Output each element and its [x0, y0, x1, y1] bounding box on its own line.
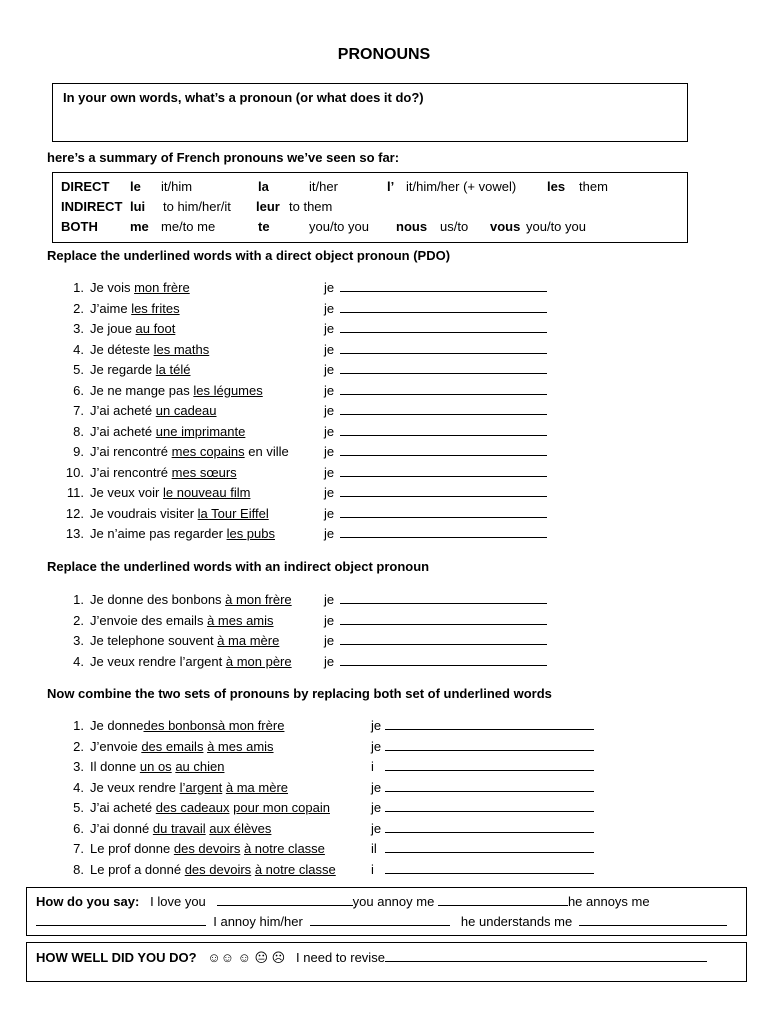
answer	[371, 739, 594, 754]
underlined-words: à mon frère	[217, 718, 285, 733]
meaning-leur: to them	[289, 199, 333, 214]
answer-prefix: je	[371, 800, 382, 815]
answer-line[interactable]	[385, 739, 594, 751]
answer-line[interactable]	[340, 280, 547, 292]
pronoun-leur: leur	[256, 199, 280, 214]
answer-prefix: je	[324, 526, 335, 541]
answer	[324, 362, 547, 377]
indirect-label: INDIRECT	[61, 199, 123, 214]
how-do-you-say-box	[26, 887, 747, 936]
item-number: 7.	[73, 841, 84, 856]
item-number: 2.	[73, 738, 84, 754]
answer	[371, 841, 594, 856]
answer	[371, 759, 594, 774]
underlined-words: à ma mère	[217, 633, 280, 648]
sentence-text: Je veux rendre	[90, 779, 180, 795]
sentence-text: J’ai acheté	[90, 423, 156, 439]
answer-line[interactable]	[340, 526, 547, 538]
sentence-text: Je joue	[90, 321, 136, 336]
answer-prefix: je	[324, 464, 335, 480]
answer-prefix: i	[371, 759, 374, 774]
answer-prefix: je	[371, 820, 382, 836]
item-number: 11.	[66, 485, 84, 500]
answer-prefix: je	[324, 300, 335, 316]
exercise-item	[62, 465, 237, 480]
answer-line[interactable]	[385, 800, 594, 812]
underlined-words: un os	[139, 759, 172, 774]
answer	[324, 321, 547, 336]
sentence-text: Je donne	[90, 718, 144, 733]
item-number: 3.	[73, 759, 84, 774]
answer-line[interactable]	[340, 321, 547, 333]
exercise-item	[62, 321, 175, 336]
answer-prefix: je	[324, 505, 335, 521]
answer-line[interactable]	[340, 444, 547, 456]
underlined-words: à notre classe	[243, 841, 325, 856]
pronoun-les: les	[547, 179, 566, 194]
exercise-item	[62, 444, 289, 459]
underlined-words: des devoirs	[184, 861, 252, 877]
exercise-item	[62, 485, 250, 500]
item-number: 5.	[73, 362, 84, 377]
answer	[324, 465, 547, 480]
underlined-words: des emails	[141, 738, 204, 754]
underlined-words: les maths	[153, 341, 210, 357]
sentence-text: Je ne mange pas	[90, 382, 194, 398]
item-number: 5.	[73, 800, 84, 815]
answer-line[interactable]	[340, 592, 547, 604]
underlined-words: des cadeaux	[155, 800, 230, 815]
answer	[371, 718, 594, 733]
exercise-item	[62, 718, 284, 733]
pronoun-l: l’	[387, 179, 395, 194]
exercise-item	[62, 383, 263, 398]
answer-prefix: je	[371, 779, 382, 795]
answer	[371, 800, 594, 815]
item-number: 3.	[73, 321, 84, 336]
answer	[324, 592, 547, 607]
answer	[371, 780, 594, 795]
meaning-vous: you/to you	[526, 219, 586, 234]
exercise-item	[62, 654, 292, 669]
section2-heading: Replace the underlined words with an indirect object pronoun	[47, 559, 430, 574]
answer	[324, 383, 547, 398]
answer-line[interactable]	[340, 362, 547, 374]
answer-line[interactable]	[340, 403, 547, 415]
sentence-text: J’envoie des emails	[90, 612, 208, 628]
answer	[324, 485, 547, 500]
exercise-item	[62, 759, 224, 774]
meaning-nous: us/to	[440, 219, 469, 234]
exercise-item	[62, 821, 271, 836]
revise-label: I need to revise	[296, 950, 385, 965]
answer-prefix: i	[371, 861, 374, 877]
answer	[324, 444, 547, 459]
exercise-item	[62, 780, 288, 795]
item-number: 6.	[73, 382, 84, 398]
answer-prefix: je	[324, 485, 335, 500]
meaning-l: it/him/her (+ vowel)	[406, 179, 517, 194]
exercise-item	[62, 613, 274, 628]
sentence-text: Je déteste	[90, 341, 154, 357]
section3-heading: Now combine the two sets of pronouns by replacing both set of underlined words	[47, 686, 552, 701]
answer-prefix: je	[324, 362, 335, 377]
exercise-item	[62, 342, 209, 357]
exercise-item	[62, 403, 217, 418]
sentence-text: Je telephone souvent	[90, 633, 218, 648]
sentence-text: Le prof donne	[90, 841, 174, 856]
sentence-text: Le prof a donné	[90, 861, 185, 877]
sentence-text: Je veux voir	[90, 485, 163, 500]
underlined-words: un cadeau	[155, 403, 217, 418]
answer-prefix: je	[324, 444, 335, 459]
answer-line[interactable]	[340, 465, 547, 477]
sentence-text: J’ai acheté	[90, 800, 156, 815]
meaning-lui: to him/her/it	[163, 199, 231, 214]
smiley-faces-icon[interactable]: ☺☺ ☺ 😐 ☹	[207, 950, 286, 965]
exercise-item	[62, 506, 269, 521]
answer	[324, 654, 547, 669]
sentence-text: Il donne	[90, 759, 140, 774]
answer-line[interactable]	[340, 301, 547, 313]
item-number: 8.	[73, 861, 84, 877]
answer-prefix: je	[324, 341, 335, 357]
how-well-box	[26, 942, 747, 982]
item-number: 9.	[73, 444, 84, 459]
answer-line[interactable]	[385, 780, 594, 792]
pronoun-le: le	[130, 179, 141, 194]
how-say-row2	[36, 914, 727, 929]
item-number: 7.	[73, 403, 84, 418]
answer	[324, 613, 547, 628]
underlined-words: à mes amis	[207, 738, 274, 754]
exercise-item	[62, 739, 274, 754]
item-number: 4.	[73, 653, 84, 669]
answer-prefix: je	[324, 633, 335, 648]
sentence-text: J’aime	[90, 300, 132, 316]
summary-table	[52, 172, 688, 243]
meaning-le: it/him	[161, 179, 193, 194]
underlined-words: des bonbons	[143, 718, 218, 733]
exercise-item	[62, 841, 325, 856]
answer-line[interactable]	[385, 950, 707, 962]
how-say-row1	[36, 894, 650, 909]
answer-line[interactable]	[340, 633, 547, 645]
underlined-words: les pubs	[226, 526, 275, 541]
sentence-text: Je n’aime pas regarder	[90, 526, 227, 541]
both-label: BOTH	[61, 219, 98, 234]
answer-prefix: je	[324, 321, 335, 336]
underlined-words: des devoirs	[173, 841, 241, 856]
underlined-words: mes copains	[171, 444, 245, 459]
answer	[324, 424, 547, 439]
direct-label: DIRECT	[61, 179, 110, 194]
sentence-text: Je regarde	[90, 362, 156, 377]
exercise-item	[62, 800, 330, 815]
answer-prefix: je	[324, 403, 335, 418]
item-number: 1.	[73, 280, 84, 295]
underlined-words: mes sœurs	[171, 464, 237, 480]
meaning-les: them	[579, 179, 608, 194]
answer-line[interactable]	[340, 485, 547, 497]
item-number: 1.	[73, 718, 84, 733]
underlined-words: au chien	[175, 759, 225, 774]
underlined-words: aux élèves	[209, 820, 272, 836]
item-number: 10.	[65, 464, 84, 480]
answer-line[interactable]	[579, 914, 727, 926]
phrase-understands: he understands me	[460, 914, 573, 929]
pronoun-lui: lui	[130, 199, 146, 214]
item-number: 4.	[73, 341, 84, 357]
item-number: 2.	[73, 300, 84, 316]
answer-prefix: je	[324, 423, 335, 439]
answer	[324, 280, 547, 295]
answer-prefix: je	[324, 280, 335, 295]
answer-prefix: je	[324, 592, 335, 607]
pronoun-te: te	[258, 219, 270, 234]
exercise-item	[62, 862, 336, 877]
exercise-item	[62, 362, 190, 377]
how-well-row	[36, 950, 707, 966]
exercise-item	[62, 592, 292, 607]
item-number: 13.	[65, 526, 84, 541]
answer-line[interactable]	[340, 654, 547, 666]
phrase-annoy-me: you annoy me	[352, 894, 435, 909]
item-number: 3.	[73, 633, 84, 648]
item-number: 6.	[73, 820, 84, 836]
answer-line[interactable]	[36, 914, 206, 926]
answer	[371, 862, 594, 877]
phrase-love-you: I love you	[150, 894, 206, 909]
sentence-text: J’envoie	[90, 738, 142, 754]
underlined-words: pour mon copain	[233, 800, 330, 815]
sentence-text: J’ai rencontré	[90, 464, 172, 480]
exercise-item	[62, 526, 275, 541]
sentence-text: Je donne des bonbons	[90, 592, 226, 607]
underlined-words: mon frère	[134, 280, 190, 295]
underlined-words: le nouveau film	[162, 485, 251, 500]
item-number: 2.	[73, 612, 84, 628]
exercise-item	[62, 424, 245, 439]
answer-line[interactable]	[385, 718, 594, 730]
answer-line[interactable]	[385, 759, 594, 771]
answer	[324, 403, 547, 418]
underlined-words: la télé	[155, 362, 191, 377]
answer	[324, 342, 547, 357]
answer	[371, 821, 594, 836]
pronoun-nous: nous	[396, 219, 428, 234]
underlined-words: à notre classe	[254, 861, 336, 877]
item-number: 1.	[73, 592, 84, 607]
sentence-text: J’ai donné	[90, 820, 153, 836]
sentence-text: Je vois	[90, 280, 135, 295]
sentence-text: J’ai acheté	[90, 403, 156, 418]
answer-prefix: je	[324, 382, 335, 398]
answer	[324, 526, 547, 541]
sentence-text: en ville	[244, 444, 289, 459]
answer-line[interactable]	[340, 383, 547, 395]
pronoun-me: me	[130, 219, 149, 234]
answer-line[interactable]	[385, 841, 594, 853]
exercise-item	[62, 301, 180, 316]
meaning-la: it/her	[309, 179, 338, 194]
phrase-annoy-him: I annoy him/her	[213, 914, 303, 929]
answer-prefix: il	[371, 841, 377, 856]
answer-prefix: je	[324, 612, 335, 628]
pronoun-la: la	[258, 179, 269, 194]
answer-line[interactable]	[340, 342, 547, 354]
answer	[324, 506, 547, 521]
underlined-words: du travail	[152, 820, 206, 836]
underlined-words: à mon frère	[225, 592, 292, 607]
answer	[324, 301, 547, 316]
underlined-words: à mes amis	[207, 612, 274, 628]
sentence-text: Je veux rendre l’argent	[90, 653, 226, 669]
meaning-te: you/to you	[309, 219, 369, 234]
underlined-words: au foot	[135, 321, 176, 336]
answer-line[interactable]	[340, 424, 547, 436]
underlined-words: les frites	[131, 300, 180, 316]
question-box[interactable]	[52, 83, 688, 142]
underlined-words: à ma mère	[225, 779, 289, 795]
sentence-text: J’ai rencontré	[90, 444, 172, 459]
phrase-he-annoys: he annoys me	[567, 894, 650, 909]
how-well-label: HOW WELL DID YOU DO?	[36, 950, 197, 965]
item-number: 8.	[73, 423, 84, 439]
answer-line[interactable]	[340, 613, 547, 625]
meaning-me: me/to me	[161, 219, 216, 234]
answer-prefix: je	[371, 718, 382, 733]
summary-heading: here’s a summary of French pronouns we’ve seen so far:	[47, 150, 400, 165]
answer	[324, 633, 547, 648]
underlined-words: à mon père	[225, 653, 292, 669]
exercise-item	[62, 633, 279, 648]
item-number: 12.	[65, 505, 84, 521]
item-number: 4.	[73, 779, 84, 795]
answer-line[interactable]	[438, 894, 568, 906]
answer-line[interactable]	[385, 821, 594, 833]
sentence-text: Je voudrais visiter	[90, 505, 198, 521]
answer-line[interactable]	[385, 862, 594, 874]
underlined-words: les légumes	[193, 382, 263, 398]
exercise-item	[62, 280, 190, 295]
answer-line[interactable]	[340, 506, 547, 518]
pronoun-vous: vous	[490, 219, 521, 234]
answer-line[interactable]	[310, 914, 450, 926]
page-title: PRONOUNS	[337, 46, 431, 63]
section1-heading: Replace the underlined words with a direct object pronoun (PDO)	[47, 248, 451, 263]
underlined-words: une imprimante	[155, 423, 246, 439]
underlined-words: l’argent	[179, 779, 223, 795]
underlined-words: la Tour Eiffel	[197, 505, 269, 521]
answer-line[interactable]	[217, 894, 353, 906]
question-text: In your own words, what’s a pronoun (or what does it do?)	[63, 90, 424, 105]
how-say-label: How do you say:	[36, 894, 140, 909]
answer-prefix: je	[324, 653, 335, 669]
answer-prefix: je	[371, 738, 382, 754]
